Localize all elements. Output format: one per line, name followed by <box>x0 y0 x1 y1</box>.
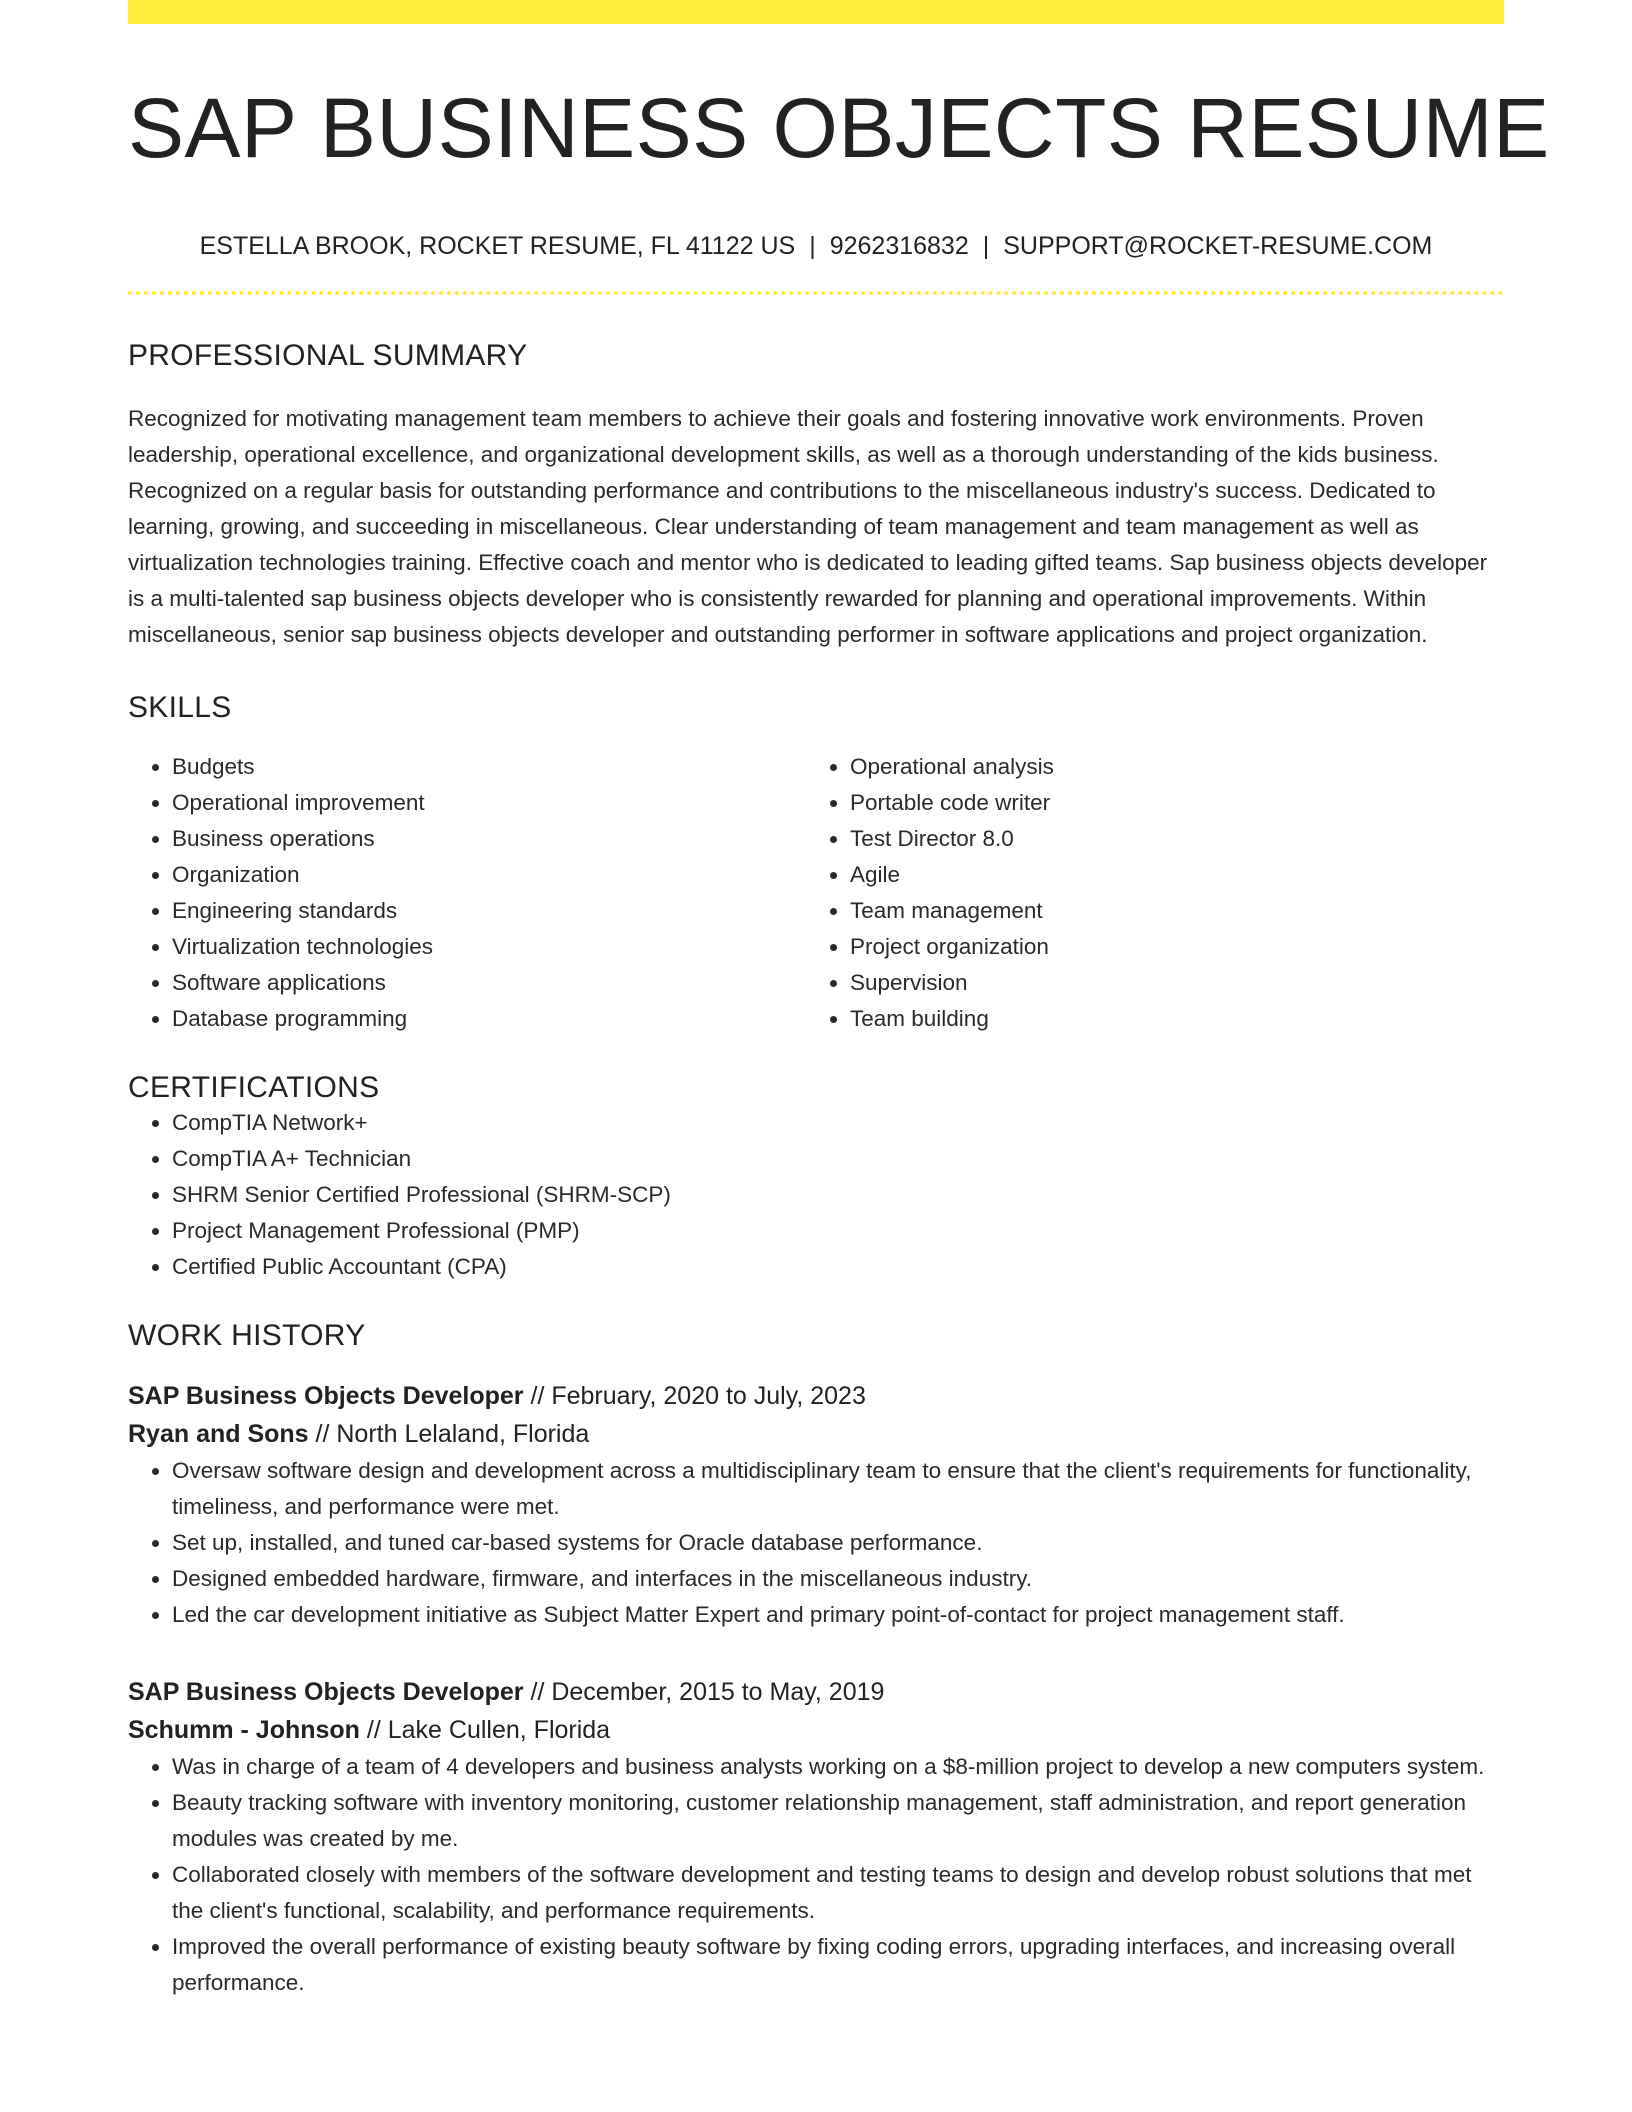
skill-item: • Portable code writer <box>850 785 1484 821</box>
skills-column-left <box>128 749 806 1037</box>
job-bullet: • Led the car development initiative as Subject Matter Expert and primary point-of-contact for project management staff. <box>172 1597 1504 1633</box>
contact-email: SUPPORT@ROCKET-RESUME.COM <box>1003 232 1433 261</box>
job-dates: // February, 2020 to July, 2023 <box>523 1382 866 1411</box>
job-bullet: • Collaborated closely with members of the software development and testing teams to design and develop robust solutions that met the client's functional, scalability, and performance requirements. <box>172 1857 1504 1929</box>
contact-separator: | <box>982 232 990 261</box>
skill-item: • Engineering standards <box>172 893 806 929</box>
summary-text: Recognized for motivating management team members to achieve their goals and fostering innovative work environments. Proven leadership, operational excellence, and organizational development skills, as well as a thorough understanding of the kids business. Recognized on a regular basis for outstanding performance and contributions to the miscellaneous industry's success. Dedicated to learning, growing, and succeeding in miscellaneous. Clear understanding of team management and team management as well as virtualization technologies training. Effective coach and mentor who is dedicated to leading gifted teams. Sap business objects developer is a multi-talented sap business objects developer who is consistently rewarded for planning and operational improvements. Within miscellaneous, senior sap business objects developer and outstanding performer in software applications and project organization. <box>128 406 1488 648</box>
resume-title: SAP BUSINESS OBJECTS RESUME <box>128 81 1550 175</box>
skills-list-right <box>806 749 1484 1037</box>
job-bullet: • Improved the overall performance of existing beauty software by fixing coding errors, upgrading interfaces, and increasing overall performance. <box>172 1929 1504 2001</box>
job-bullet: • Was in charge of a team of 4 developers and business analysts working on a $8-million project to develop a new computers system. <box>172 1749 1504 1785</box>
job-role-line <box>128 1673 1504 1711</box>
job-entry <box>128 1673 1504 2001</box>
job-company-line <box>128 1415 1504 1453</box>
certification-item: • Project Management Professional (PMP) <box>172 1213 1504 1249</box>
job-bullet: • Designed embedded hardware, firmware, and interfaces in the miscellaneous industry. <box>172 1561 1504 1597</box>
certifications-heading: CERTIFICATIONS <box>128 1071 380 1105</box>
job-bullets <box>128 1749 1504 2001</box>
contact-address: ESTELLA BROOK, ROCKET RESUME, FL 41122 US <box>199 232 796 261</box>
skill-item: • Team management <box>850 893 1484 929</box>
job-company-line <box>128 1711 1504 1749</box>
certification-item: • SHRM Senior Certified Professional (SHRM-SCP) <box>172 1177 1504 1213</box>
skills-column-right <box>806 749 1484 1037</box>
certifications-list <box>128 1105 1504 1285</box>
job-company: Schumm - Johnson <box>128 1716 360 1745</box>
contact-line <box>128 232 1504 261</box>
skill-item: • Database programming <box>172 1001 806 1037</box>
certification-item: • CompTIA A+ Technician <box>172 1141 1504 1177</box>
work-history-heading: WORK HISTORY <box>128 1319 366 1353</box>
certification-item: • CompTIA Network+ <box>172 1105 1504 1141</box>
skills-heading: SKILLS <box>128 691 232 725</box>
skill-item: • Virtualization technologies <box>172 929 806 965</box>
job-location: // North Lelaland, Florida <box>308 1420 590 1449</box>
skill-item: • Business operations <box>172 821 806 857</box>
job-company: Ryan and Sons <box>128 1420 309 1449</box>
job-location: // Lake Cullen, Florida <box>359 1716 611 1745</box>
top-accent-bar <box>128 0 1504 24</box>
job-role: SAP Business Objects Developer <box>128 1678 524 1707</box>
resume-page <box>128 0 1550 2001</box>
skills-list-left <box>128 749 806 1037</box>
job-dates: // December, 2015 to May, 2019 <box>523 1678 885 1707</box>
certification-item: • Certified Public Accountant (CPA) <box>172 1249 1504 1285</box>
contact-separator: | <box>809 232 816 261</box>
skill-item: • Software applications <box>172 965 806 1001</box>
header-divider <box>128 291 1504 295</box>
job-bullet: • Set up, installed, and tuned car-based systems for Oracle database performance. <box>172 1525 1504 1561</box>
skill-item: • Budgets <box>172 749 806 785</box>
skill-item: • Team building <box>850 1001 1484 1037</box>
skill-item: • Supervision <box>850 965 1484 1001</box>
job-bullet: • Beauty tracking software with inventory monitoring, customer relationship management, staff administration, and report generation modules was created by me. <box>172 1785 1504 1857</box>
job-entry <box>128 1377 1504 1633</box>
job-bullets <box>128 1453 1504 1633</box>
skill-item: • Operational improvement <box>172 785 806 821</box>
job-bullet: • Oversaw software design and development across a multidisciplinary team to ensure that the client's requirements for functionality, timeliness, and performance were met. <box>172 1453 1504 1525</box>
skills-columns <box>128 749 1504 1037</box>
contact-phone: 9262316832 <box>829 232 969 261</box>
skill-item: • Project organization <box>850 929 1484 965</box>
skill-item: • Test Director 8.0 <box>850 821 1484 857</box>
skill-item: • Operational analysis <box>850 749 1484 785</box>
job-role: SAP Business Objects Developer <box>128 1382 524 1411</box>
job-role-line <box>128 1377 1504 1415</box>
skill-item: • Agile <box>850 857 1484 893</box>
skill-item: • Organization <box>172 857 806 893</box>
summary-heading: PROFESSIONAL SUMMARY <box>128 339 528 373</box>
